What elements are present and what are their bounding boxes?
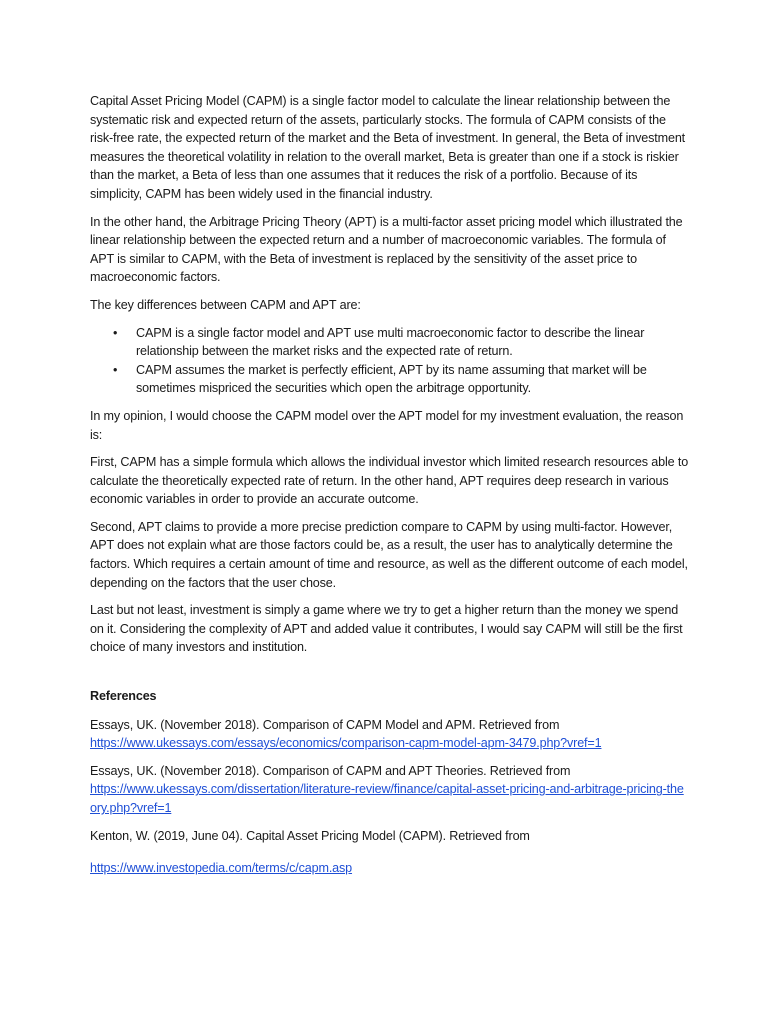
list-item [90,324,690,361]
reference-link[interactable]: https://www.ukessays.com/essays/economics/comparison-capm-model-apm-3479.php?vref=1 [90,736,602,751]
paragraph-conclusion: Last but not least, investment is simply a game where we try to get a higher return than the money we spend on it. Considering the complexity of APT and added value it contributes, I would say CAPM will still be the first choice of many investors and institution. [90,603,683,655]
differences-list [90,324,690,398]
paragraph-first-reason: First, CAPM has a simple formula which allows the individual investor which limited research resources able to calculate the theoretically expected rate of return. In the other hand, APT requires deep research in various economic variables in order to provide an accurate outcome. [90,455,689,507]
list-item-text: CAPM is a single factor model and APT use multi macroeconomic factor to describe the linear relationship between the market risks and the expected rate of return. [136,325,645,359]
reference-spacer [90,845,690,859]
references-heading: References [90,689,157,704]
reference-item [90,827,690,878]
reference-text: Essays, UK. (November 2018). Comparison of CAPM and APT Theories. Retrieved from [90,763,571,778]
bullet-icon: • [113,362,118,377]
paragraph-apt-intro: In the other hand, the Arbitrage Pricing Theory (APT) is a multi-factor asset pricing model which illustrated the linear relationship between the expected return and a number of macroeconomic variables. The formula of APT is similar to CAPM, with the Beta of investment is replaced by the sensitivity of the asset price to macroeconomic factors. [90,214,683,285]
reference-text: Kenton, W. (2019, June 04). Capital Asset Pricing Model (CAPM). Retrieved from [90,828,530,843]
bullet-icon: • [113,325,118,340]
paragraph-opinion: In my opinion, I would choose the CAPM model over the APT model for my investment evaluation, the reason is: [90,408,684,442]
list-item [90,361,690,398]
reference-link[interactable]: https://www.investopedia.com/terms/c/capm.asp [90,861,353,876]
paragraph-differences-lead: The key differences between CAPM and APT are: [90,297,361,312]
document-page [90,92,690,887]
list-item-text: CAPM assumes the market is perfectly efficient, APT by its name assuming that market will be sometimes mispriced the securities which open the arbitrage opportunity. [136,362,647,396]
paragraph-capm-intro: Capital Asset Pricing Model (CAPM) is a single factor model to calculate the linear relationship between the systematic risk and expected return of the assets, particularly stocks. The formula of CAPM consists of the risk-free rate, the expected return of the market and the Beta of investment. In general, the Beta of investment measures the theoretical volatility in relation to the overall market, Beta is greater than one if a stock is riskier than the market, a Beta of less than one assumes that it reduces the risk of a portfolio. Because of its simplicity, CAPM has been widely used in the financial industry. [90,94,686,201]
paragraph-second-reason: Second, APT claims to provide a more precise prediction compare to CAPM by using multi-factor. However, APT does not explain what are those factors could be, as a result, the user has to analytically determine the factors. Which requires a certain amount of time and resource, as well as the different outcome of each model, depending on the factors that the user chose. [90,519,688,590]
reference-link[interactable]: https://www.ukessays.com/dissertation/literature-review/finance/capital-asset-pricing-and-arbitrage-pricing-theory.php?vref=1 [90,782,684,815]
reference-item [90,762,690,818]
reference-text: Essays, UK. (November 2018). Comparison of CAPM Model and APM. Retrieved from [90,717,560,732]
reference-item [90,716,690,753]
